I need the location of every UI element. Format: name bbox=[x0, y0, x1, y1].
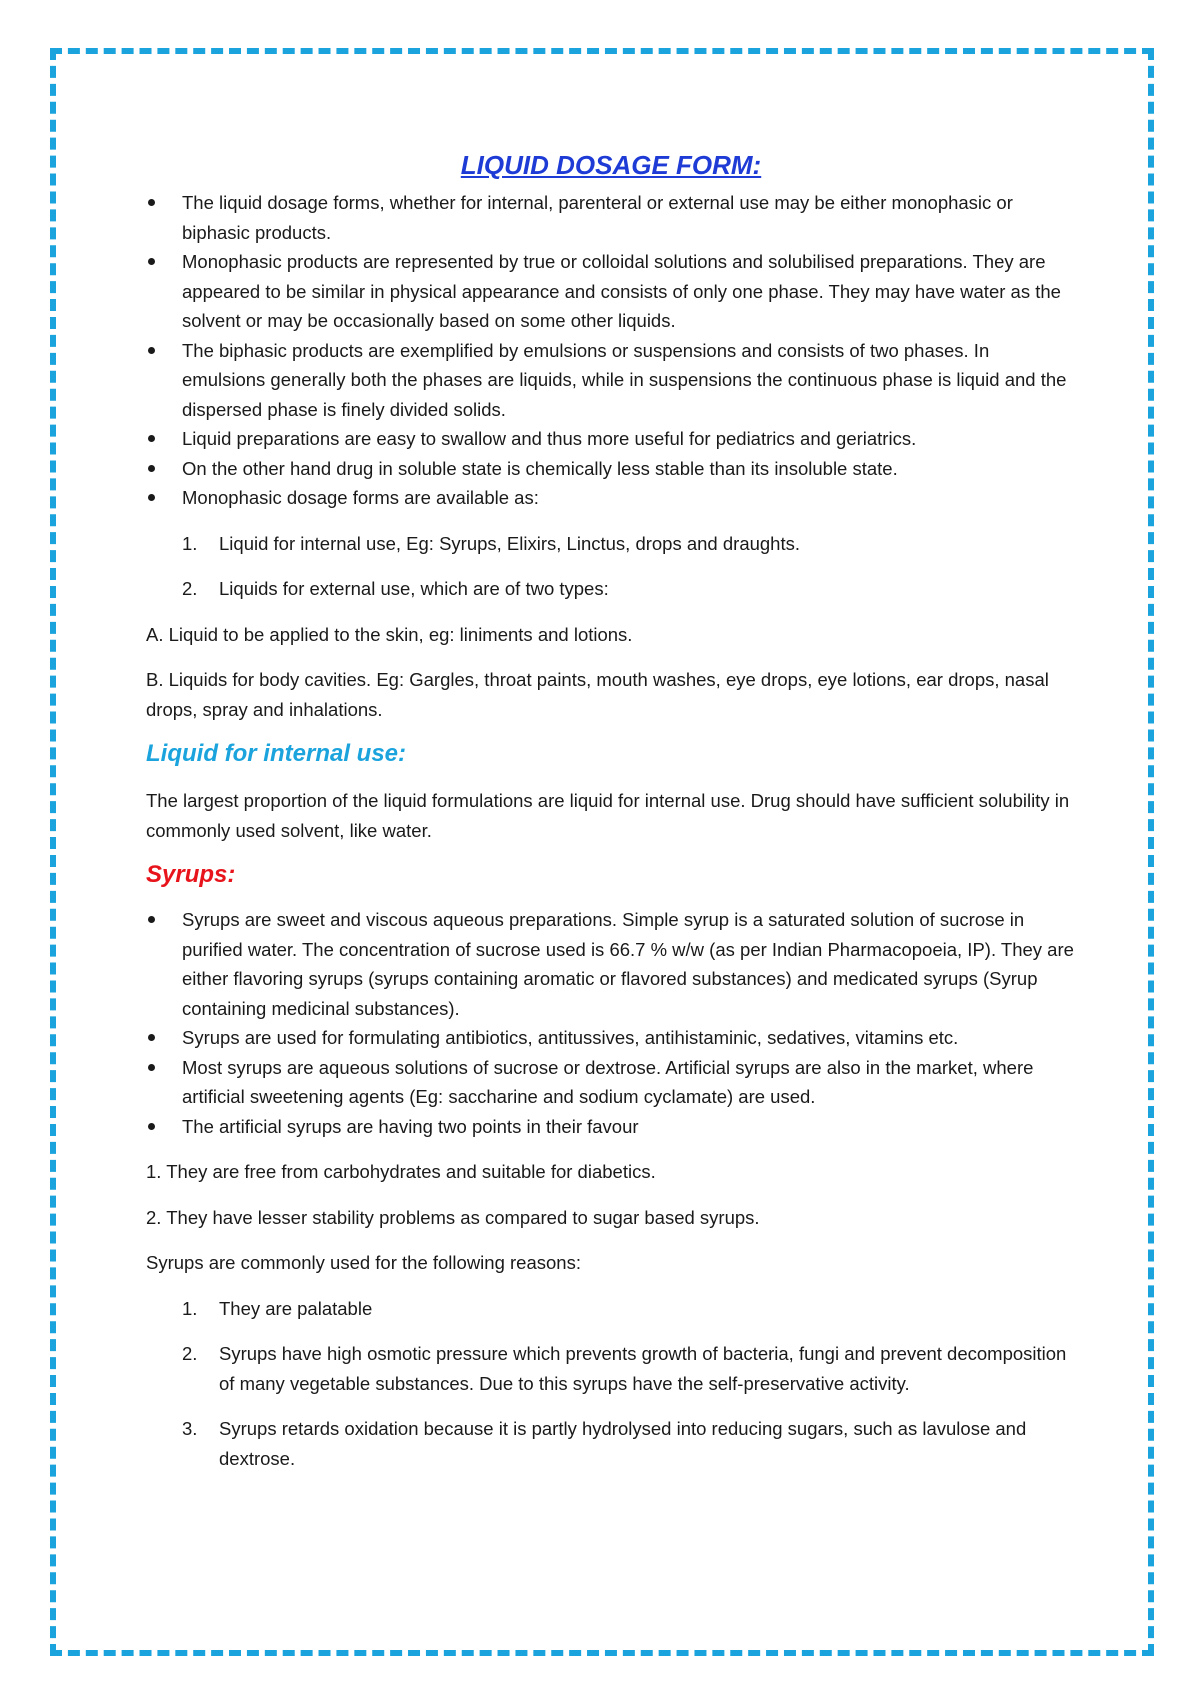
list-item-text: On the other hand drug in soluble state is chemically less stable than its insoluble state. bbox=[182, 457, 898, 479]
list-item bbox=[146, 1112, 1076, 1142]
list-item bbox=[146, 454, 1076, 484]
list-number: 1. bbox=[182, 532, 198, 554]
list-item bbox=[146, 1414, 1076, 1473]
list-item bbox=[146, 424, 1076, 454]
document-title: LIQUID DOSAGE FORM: bbox=[460, 150, 762, 180]
bullet-icon bbox=[148, 494, 155, 501]
list-number: 1. bbox=[182, 1297, 198, 1319]
bullet-icon bbox=[148, 347, 155, 354]
list-number: 2. bbox=[182, 578, 198, 599]
monophasic-numbered-list bbox=[146, 529, 1076, 604]
list-item-text: The artificial syrups are having two points in their favour bbox=[182, 1115, 639, 1137]
list-item-text: Syrups are used for formulating antibiotics, antitussives, antihistaminic, sedatives, vitamins etc. bbox=[182, 1027, 959, 1048]
bullet-icon bbox=[148, 435, 155, 442]
list-item-text: Liquid for internal use, Eg: Syrups, Elixirs, Linctus, drops and draughts. bbox=[219, 532, 800, 554]
document-content bbox=[146, 148, 1076, 1473]
bullet-icon bbox=[148, 1123, 155, 1130]
list-item-text: Monophasic dosage forms are available as: bbox=[182, 487, 539, 508]
intro-bullet-list bbox=[146, 188, 1076, 513]
list-item-text: Liquid preparations are easy to swallow and thus more useful for pediatrics and geriatrics. bbox=[182, 428, 917, 449]
list-item-text: Syrups have high osmotic pressure which prevents growth of bacteria, fungi and prevent decomposition of many vegetable substances. Due to this syrups have the self-preservative activity. bbox=[219, 1343, 1067, 1394]
external-use-b: B. Liquids for body cavities. Eg: Gargles, throat paints, mouth washes, eye drops, eye lotions, ear drops, nasal drops, spray and inhalations. bbox=[146, 669, 1049, 720]
bullet-icon bbox=[148, 199, 155, 206]
syrups-bullet-list bbox=[146, 905, 1076, 1141]
bullet-icon bbox=[148, 258, 155, 265]
list-item-text: Syrups retards oxidation because it is partly hydrolysed into reducing sugars, such as lavulose and dextrose. bbox=[219, 1418, 1027, 1469]
list-item bbox=[146, 1023, 1076, 1053]
list-item bbox=[146, 247, 1076, 336]
list-item bbox=[146, 336, 1076, 425]
list-item bbox=[146, 1294, 1076, 1324]
reasons-intro: Syrups are commonly used for the following reasons: bbox=[146, 1252, 581, 1273]
list-item-text: They are palatable bbox=[219, 1297, 373, 1319]
list-item-text: Most syrups are aqueous solutions of sucrose or dextrose. Artificial syrups are also in the market, where artificial sweetening agents (Eg: saccharine and sodium cyclamate) are used. bbox=[182, 1056, 1034, 1107]
syrups-heading: Syrups: bbox=[146, 861, 236, 888]
list-item bbox=[146, 1339, 1076, 1398]
external-use-a: A. Liquid to be applied to the skin, eg: liniments and lotions. bbox=[146, 623, 633, 645]
list-number: 3. bbox=[182, 1418, 198, 1439]
bullet-icon bbox=[148, 1064, 155, 1071]
internal-use-paragraph: The largest proportion of the liquid formulations are liquid for internal use. Drug should have sufficient solubility in commonly used solvent, like water. bbox=[146, 790, 1070, 841]
list-item bbox=[146, 905, 1076, 1023]
artificial-point-2: 2. They have lesser stability problems as compared to sugar based syrups. bbox=[146, 1206, 760, 1228]
list-item bbox=[146, 574, 1076, 604]
reasons-numbered-list bbox=[146, 1294, 1076, 1474]
list-item bbox=[146, 529, 1076, 559]
bullet-icon bbox=[148, 1034, 155, 1041]
list-item bbox=[146, 1053, 1076, 1112]
bullet-icon bbox=[148, 916, 155, 923]
list-number: 2. bbox=[182, 1343, 198, 1364]
bullet-icon bbox=[148, 465, 155, 472]
internal-use-heading: Liquid for internal use: bbox=[146, 740, 407, 767]
list-item-text: Monophasic products are represented by true or colloidal solutions and solubilised preparations. They are appeared to be similar in physical appearance and consists of only one phase. They may have water as the solvent or may be occasionally based on some other liquids. bbox=[182, 251, 1061, 331]
list-item-text: The biphasic products are exemplified by emulsions or suspensions and consists of two phases. In emulsions generally both the phases are liquids, while in suspensions the continuous phase is liquid and the dispersed phase is finely divided solids. bbox=[182, 339, 1067, 420]
list-item bbox=[146, 483, 1076, 513]
list-item-text: The liquid dosage forms, whether for internal, parenteral or external use may be either monophasic or biphasic products. bbox=[182, 192, 1013, 243]
artificial-point-1: 1. They are free from carbohydrates and suitable for diabetics. bbox=[146, 1161, 656, 1182]
list-item-text: Syrups are sweet and viscous aqueous preparations. Simple syrup is a saturated solution of sucrose in purified water. The concentration of sucrose used is 66.7 % w/w (as per Indian Pharmacopoeia, IP). They are either flavoring syrups (syrups containing aromatic or flavored substances) and medicated syrups (Syrup containing medicinal substances). bbox=[182, 909, 1074, 1019]
list-item-text: Liquids for external use, which are of two types: bbox=[219, 578, 609, 599]
list-item bbox=[146, 188, 1076, 247]
